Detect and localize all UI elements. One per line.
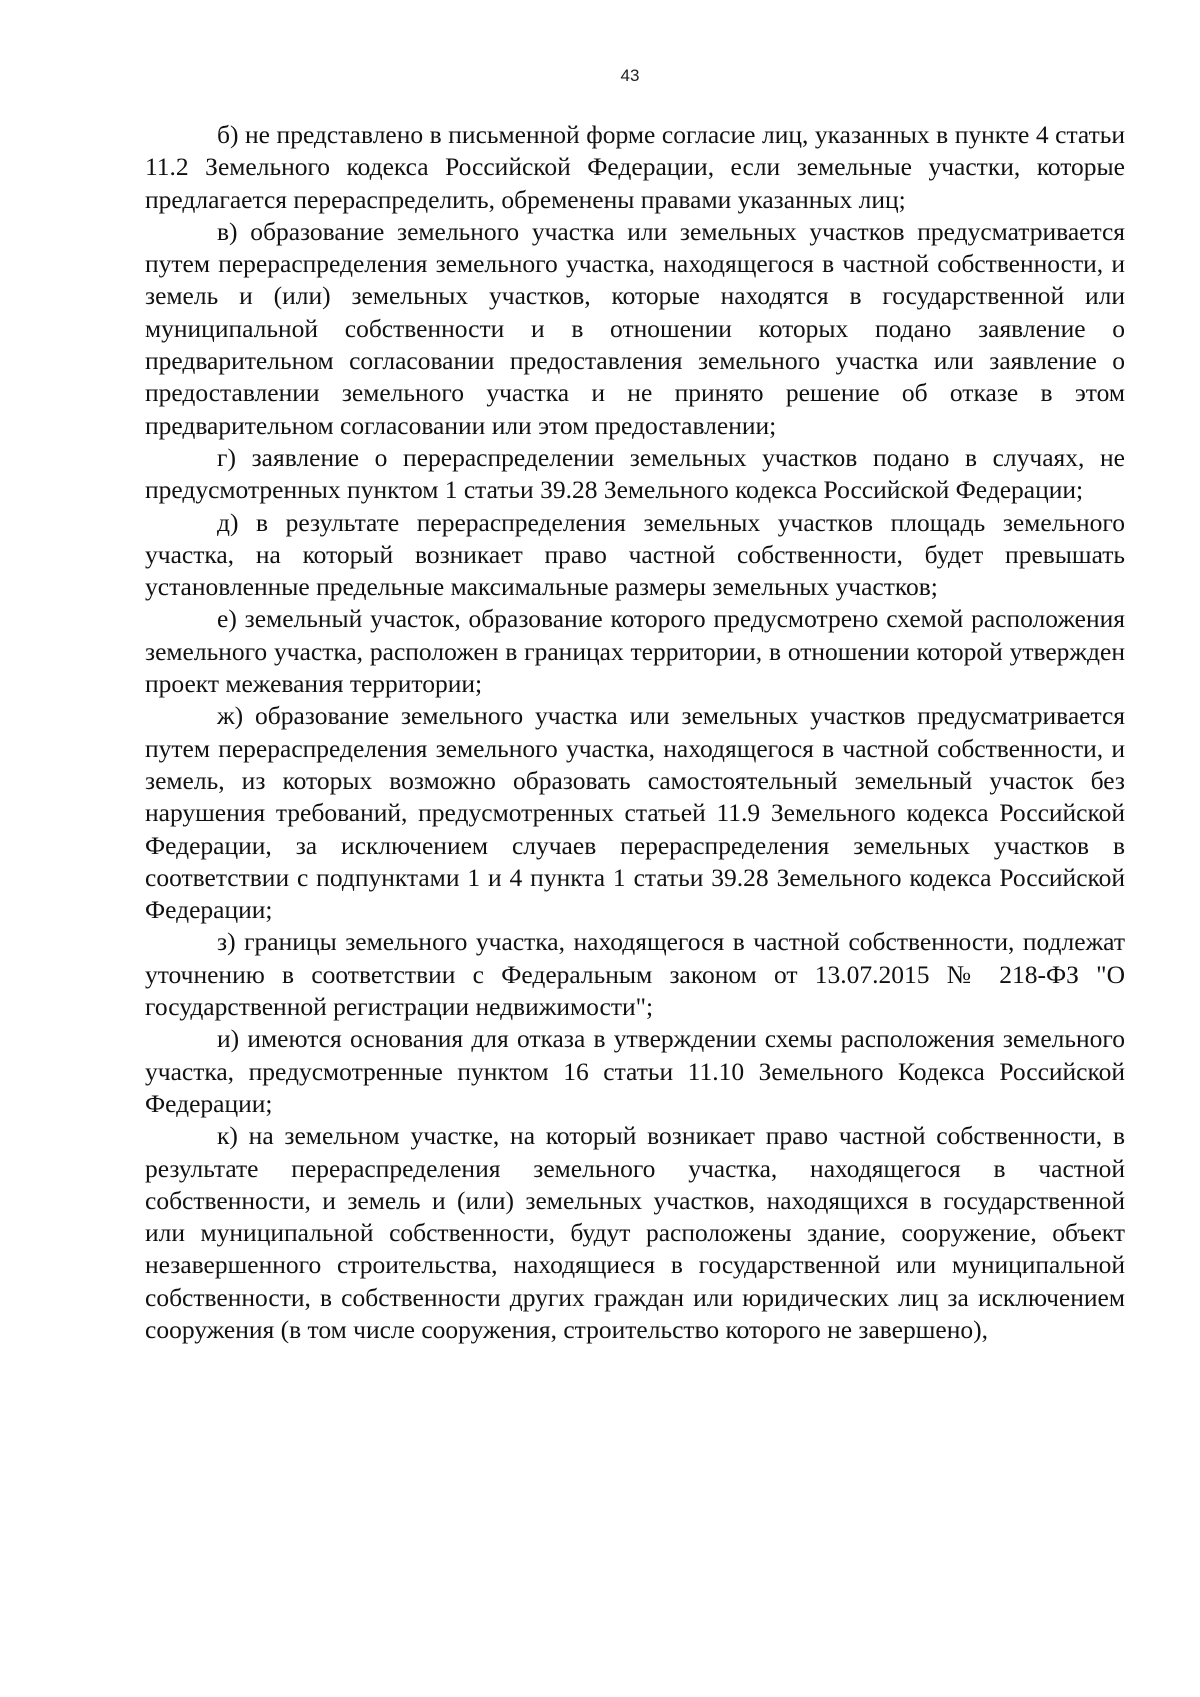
document-body xyxy=(145,119,1125,1346)
paragraph-d: д) в результате перераспределения земельных участков площадь земельного участка, на который возникает право частной собственности, будет превышать установленные предельные максимальные размеры земельных участков; xyxy=(145,507,1125,602)
paragraph-b: б) не представлено в письменной форме согласие лиц, указанных в пункте 4 статьи 11.2 Земельного кодекса Российской Федерации, если земельные участки, которые предлагается перераспределить, обременены правами указанных лиц; xyxy=(145,120,1125,214)
paragraph-v: в) образование земельного участка или земельных участков предусматривается путем перераспределения земельного участка, находящегося в частной собственности, и земель и (или) земельных участков, которые находятся в государственной или муниципальной собственности и в отношении которых подано заявление о предварительном согласовании предоставления земельного участка или заявление о предоставлении земельного участка и не принято решение об отказе в этом предварительном согласовании или этом предоставлении; xyxy=(145,216,1125,440)
paragraph-e: е) земельный участок, образование которого предусмотрено схемой расположения земельного участка, расположен в границах территории, в отношении которой утвержден проект межевания территории; xyxy=(145,604,1125,699)
paragraph-i: и) имеются основания для отказа в утверждении схемы расположения земельного участка, предусмотренные пунктом 16 статьи 11.10 Земельного Кодекса Российской Федерации; xyxy=(145,1024,1125,1118)
paragraph-z: з) границы земельного участка, находящегося в частной собственности, подлежат уточнению в соответствии с Федеральным законом от 13.07.2015 № 218-ФЗ "О государственной регистрации недвижимости"; xyxy=(145,927,1125,1022)
paragraph-zh: ж) образование земельного участка или земельных участков предусматривается путем перераспределения земельного участка, находящегося в частной собственности, и земель, из которых возможно образовать самостоятельный земельный участок без нарушения требований, предусмотренных статьей 11.9 Земельного кодекса Российской Федерации, за исключением случаев перераспределения земельных участков в соответствии с подпунктами 1 и 4 пункта 1 статьи 39.28 Земельного кодекса Российской Федерации; xyxy=(145,701,1125,925)
paragraph-g: г) заявление о перераспределении земельных участков подано в случаях, не предусмотренных пунктом 1 статьи 39.28 Земельного кодекса Российской Федерации; xyxy=(145,442,1125,505)
paragraph-k: к) на земельном участке, на который возникает право частной собственности, в результате перераспределения земельного участка, находящегося в частной собственности, и земель и (или) земельных участков, находящихся в государственной или муниципальной собственности, будут расположены здание, сооружение, объект незавершенного строительства, находящиеся в государственной или муниципальной собственности, в собственности других граждан или юридических лиц за исключением сооружения (в том числе сооружения, строительство которого не завершено), xyxy=(145,1121,1125,1344)
page-number: 43 xyxy=(620,66,640,85)
